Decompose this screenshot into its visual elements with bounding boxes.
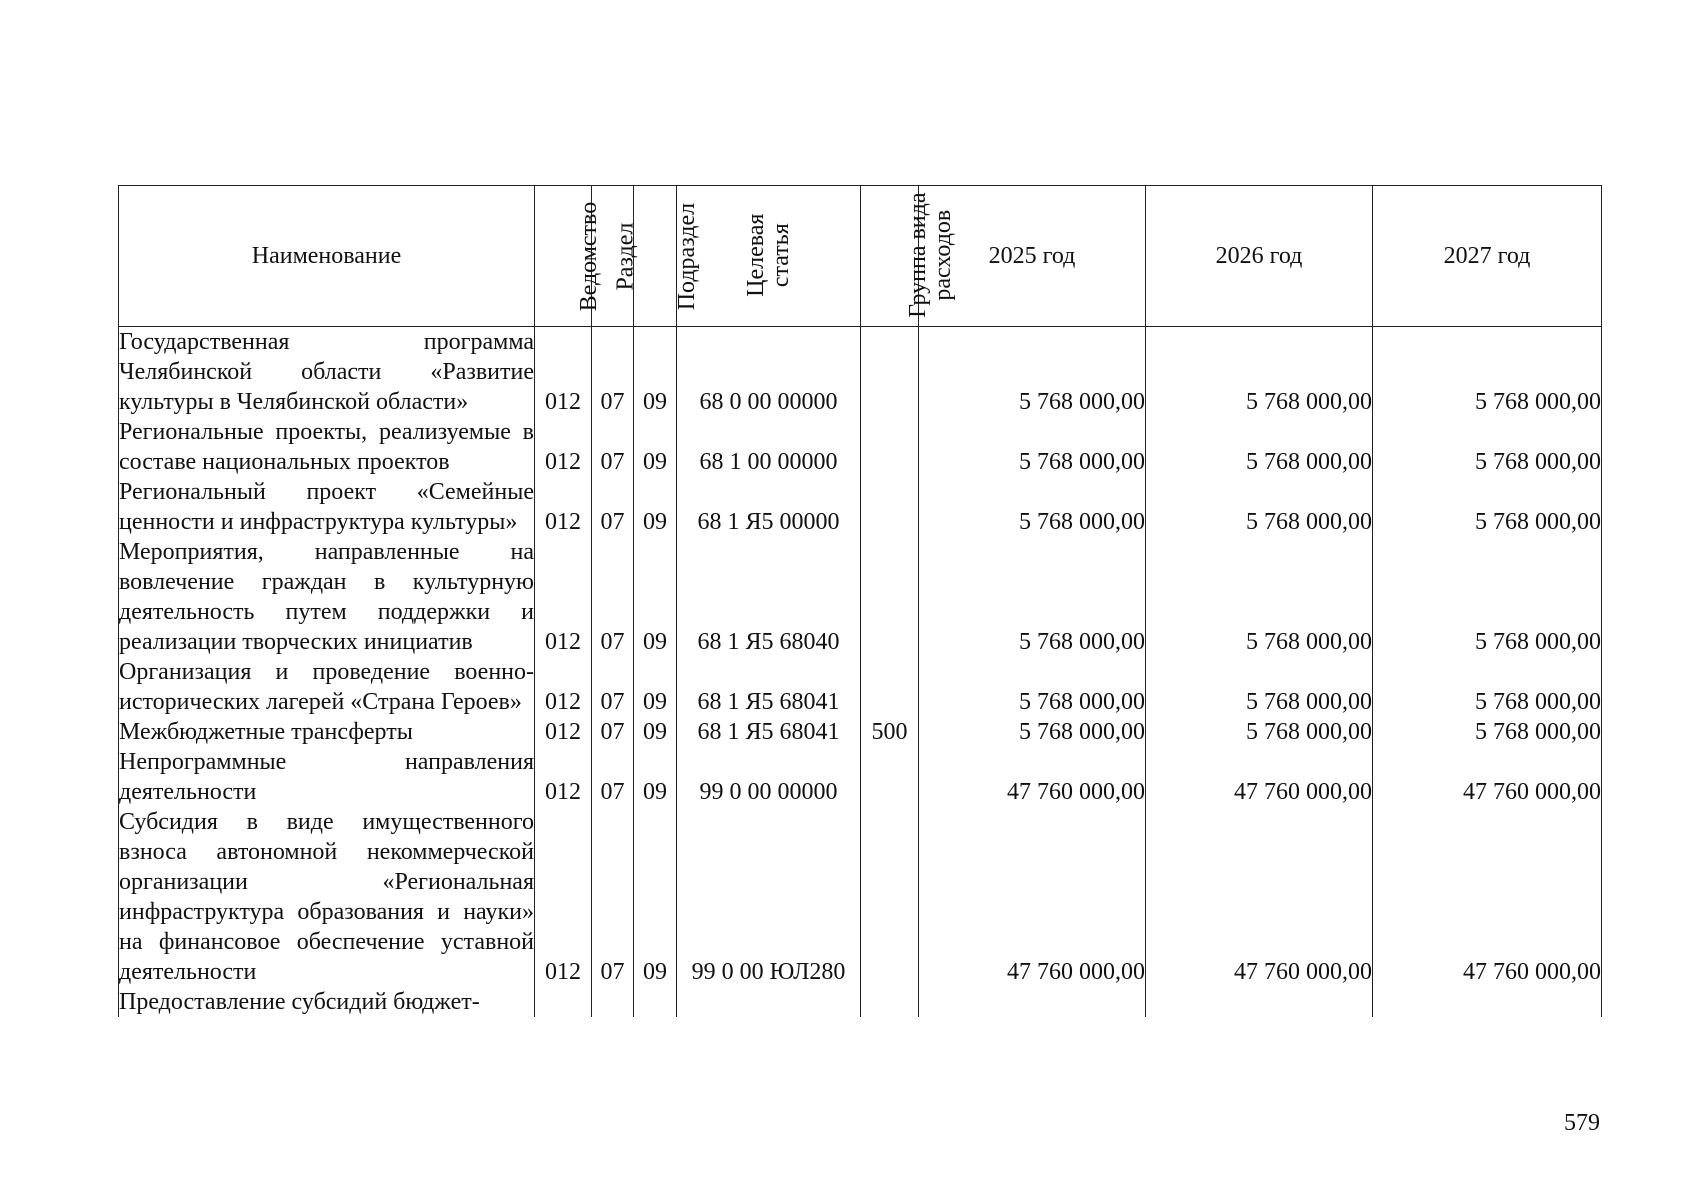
cell-razdel: 07	[592, 327, 634, 418]
cell-statya	[677, 987, 861, 1017]
cell-2026: 5 768 000,00	[1146, 477, 1373, 537]
cell-name: Организация и проведение военно-исторических лагерей «Страна Героев»	[119, 659, 534, 715]
cell-2027: 5 768 000,00	[1373, 477, 1602, 537]
cell-2025: 5 768 000,00	[919, 477, 1146, 537]
cell-2026: 5 768 000,00	[1146, 327, 1373, 418]
table-row	[119, 327, 1602, 418]
cell-razdel: 07	[592, 657, 634, 717]
cell-vedomstvo: 012	[535, 477, 592, 537]
cell-2025: 5 768 000,00	[919, 327, 1146, 418]
cell-2025: 5 768 000,00	[919, 657, 1146, 717]
cell-statya: 99 0 00 00000	[677, 747, 861, 807]
cell-podrazdel: 09	[634, 807, 677, 987]
table-row	[119, 477, 1602, 537]
cell-podrazdel	[634, 987, 677, 1017]
cell-2027: 47 760 000,00	[1373, 807, 1602, 987]
cell-podrazdel: 09	[634, 417, 677, 477]
table-row	[119, 417, 1602, 477]
cell-razdel	[592, 987, 634, 1017]
cell-2026: 5 768 000,00	[1146, 537, 1373, 657]
cell-statya: 68 1 Я5 68041	[677, 657, 861, 717]
cell-razdel: 07	[592, 717, 634, 747]
table-body	[119, 327, 1602, 1018]
table-row	[119, 747, 1602, 807]
cell-gruppa	[861, 747, 919, 807]
cell-name: Государственная программа Челябинской области «Развитие культуры в Челябинской области»	[119, 327, 535, 418]
table-header-row	[119, 186, 1602, 327]
cell-name: Межбюджетные трансферты	[119, 717, 535, 747]
header-podrazdel: Подраздел	[634, 186, 677, 327]
table-row	[119, 987, 1602, 1017]
cell-2025: 47 760 000,00	[919, 747, 1146, 807]
cell-vedomstvo: 012	[535, 807, 592, 987]
cell-2027: 47 760 000,00	[1373, 747, 1602, 807]
cell-statya: 68 1 Я5 00000	[677, 477, 861, 537]
budget-table	[118, 185, 1602, 1017]
cell-vedomstvo: 012	[535, 417, 592, 477]
cell-name: Непрограммные направления деятельности	[119, 749, 534, 805]
cell-razdel: 07	[592, 537, 634, 657]
cell-podrazdel: 09	[634, 717, 677, 747]
table-row	[119, 537, 1602, 657]
cell-razdel: 07	[592, 747, 634, 807]
cell-podrazdel: 09	[634, 747, 677, 807]
cell-2027: 5 768 000,00	[1373, 327, 1602, 418]
cell-gruppa	[861, 657, 919, 717]
header-2025: 2025 год	[919, 186, 1146, 327]
cell-2027: 5 768 000,00	[1373, 657, 1602, 717]
cell-2026: 47 760 000,00	[1146, 807, 1373, 987]
cell-vedomstvo: 012	[535, 327, 592, 418]
cell-2025: 5 768 000,00	[919, 537, 1146, 657]
cell-statya: 68 0 00 00000	[677, 327, 861, 418]
cell-vedomstvo	[535, 987, 592, 1017]
cell-name: Мероприятия, направленные на вовлечение граждан в культурную деятельность путем поддержки и реализации творческих инициатив	[119, 539, 534, 655]
cell-razdel: 07	[592, 417, 634, 477]
cell-2027: 5 768 000,00	[1373, 417, 1602, 477]
table-row	[119, 807, 1602, 987]
cell-gruppa	[861, 987, 919, 1017]
cell-2025: 47 760 000,00	[919, 807, 1146, 987]
header-name: Наименование	[119, 186, 535, 327]
header-vedomstvo: Ведомство	[535, 186, 592, 327]
cell-2025	[919, 987, 1146, 1017]
header-statya: Целевая статья	[677, 186, 861, 327]
cell-gruppa	[861, 417, 919, 477]
cell-gruppa	[861, 807, 919, 987]
cell-2026	[1146, 987, 1373, 1017]
cell-2027	[1373, 987, 1602, 1017]
cell-vedomstvo: 012	[535, 717, 592, 747]
header-2027: 2027 год	[1373, 186, 1602, 327]
cell-2027: 5 768 000,00	[1373, 537, 1602, 657]
cell-name: Субсидия в виде имущественного взноса автономной некоммерческой организации «Региональная инфраструктура образования и науки» на финансовое обеспечение уставной деятельности	[119, 809, 534, 985]
cell-gruppa: 500	[861, 717, 919, 747]
cell-name: Региональные проекты, реализуемые в составе национальных проектов	[119, 419, 534, 475]
cell-2026: 47 760 000,00	[1146, 747, 1373, 807]
cell-statya: 99 0 00 ЮЛ280	[677, 807, 861, 987]
header-razdel: Раздел	[592, 186, 634, 327]
cell-statya: 68 1 00 00000	[677, 417, 861, 477]
page-number: 579	[1564, 1110, 1600, 1136]
cell-gruppa	[861, 327, 919, 418]
cell-name: Региональный проект «Семейные ценности и инфраструктура культуры»	[119, 479, 534, 535]
cell-2026: 5 768 000,00	[1146, 657, 1373, 717]
cell-2025: 5 768 000,00	[919, 417, 1146, 477]
table-row	[119, 657, 1602, 717]
cell-razdel: 07	[592, 477, 634, 537]
cell-vedomstvo: 012	[535, 537, 592, 657]
cell-gruppa	[861, 477, 919, 537]
cell-2026: 5 768 000,00	[1146, 717, 1373, 747]
cell-statya: 68 1 Я5 68040	[677, 537, 861, 657]
header-gruppa: Группа вида расходов	[861, 186, 919, 327]
cell-razdel: 07	[592, 807, 634, 987]
header-2026: 2026 год	[1146, 186, 1373, 327]
cell-podrazdel: 09	[634, 657, 677, 717]
cell-podrazdel: 09	[634, 477, 677, 537]
cell-podrazdel: 09	[634, 537, 677, 657]
cell-name: Предоставление субсидий бюджет-	[119, 987, 535, 1017]
cell-statya: 68 1 Я5 68041	[677, 717, 861, 747]
cell-gruppa	[861, 537, 919, 657]
cell-2025: 5 768 000,00	[919, 717, 1146, 747]
cell-vedomstvo: 012	[535, 747, 592, 807]
cell-podrazdel: 09	[634, 327, 677, 418]
cell-2026: 5 768 000,00	[1146, 417, 1373, 477]
table-row	[119, 717, 1602, 747]
cell-vedomstvo: 012	[535, 657, 592, 717]
cell-2027: 5 768 000,00	[1373, 717, 1602, 747]
